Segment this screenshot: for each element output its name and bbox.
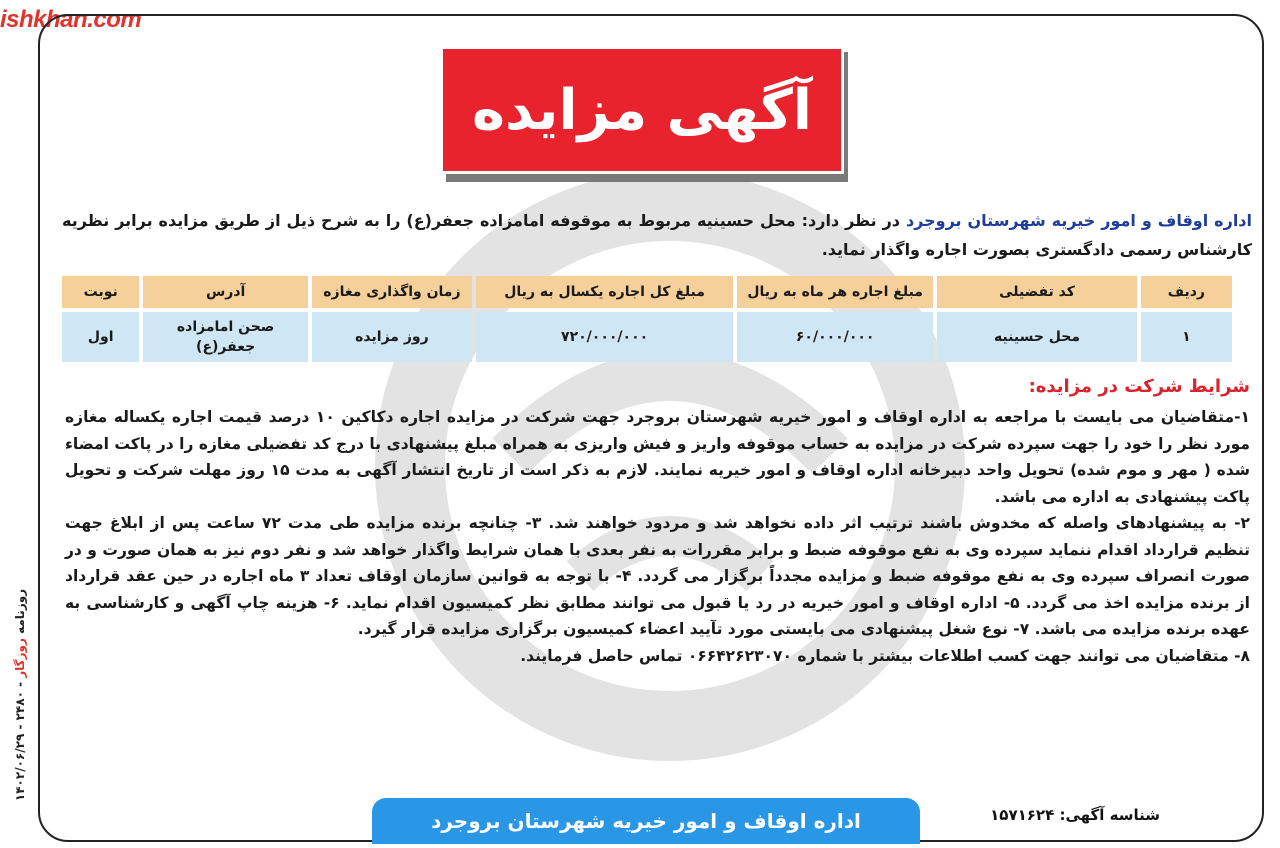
table-cell: صحن امامزاده جعفر(ع)	[143, 312, 307, 362]
table-header: مبلغ کل اجاره یکسال به ریال	[476, 276, 733, 308]
footer-org: اداره اوقاف و امور خیریه شهرستان بروجرد	[431, 809, 861, 833]
condition-paragraph: ۱-متقاضیان می بایست با مراجعه به اداره اوقاف و امور خیریه شهرستان بروجرد جهت شرکت در مزایده اجاره دکاکین ۱۰ درصد قیمت اجاره یکساله مغازه مورد نظر را خود را جهت سپرده شرکت در مزایده به حساب موقوفه واریز و فیش واریزی به همراه مبلغ پیشنهادی با درج کد تفضیلی مغازه را در پاکت امضاء شده ( مهر و موم شده) تحویل واحد دبیرخانه اداره اوقاف و امور خیریه نمایند. لازم به ذکر است از تاریخ انتشار آگهی به مدت ۱۵ روز مهلت شرکت و تحویل پاکت پیشنهادی به اداره می باشد.	[65, 408, 1250, 506]
ad-id: شناسه آگهی: ۱۵۷۱۶۲۴	[990, 806, 1160, 824]
newspaper-side-note	[8, 580, 32, 810]
table-header: نوبت	[62, 276, 139, 308]
table-header: زمان واگذاری مغازه	[312, 276, 472, 308]
table-cell: ۱	[1141, 312, 1232, 362]
side-note-text	[13, 589, 27, 801]
table-cell: ۷۲۰/۰۰۰/۰۰۰	[476, 312, 733, 362]
table-cell: ۶۰/۰۰۰/۰۰۰	[737, 312, 933, 362]
condition-paragraph: ۸- متقاضیان می توانند جهت کسب اطلاعات بیشتر با شماره ۰۶۶۴۲۶۲۳۰۷۰ تماس حاصل فرمایند.	[520, 646, 1250, 665]
table-header: کد تفضیلی	[937, 276, 1137, 308]
conditions-heading: شرایط شرکت در مزایده:	[1028, 376, 1250, 397]
paper-name: روزگار	[13, 638, 27, 678]
condition-paragraph: ۲- به پیشنهادهای واصله که مخدوش باشند ترتیب اثر داده نخواهد شد و مردود خواهند شد. ۳- چنانچه برنده مزایده طی مدت ۷۲ ساعت پس از ابلاغ جهت تنظیم قرارداد اقدام ننماید سپرده وی به نفع موقوفه ضبط و برابر مقررات به نفر بعدی با همان شرایط واگذار خواهد شد و نفر دوم نیز به همان صورت و در صورت انصراف سپرده وی به نفع موقوفه ضبط و مزایده مجدداً برگزار می گردد. ۴- با توجه به قوانین سازمان اوقاف تعداد ۳ ماه اجاره در حین عقد قرارداد از برنده مزایده اخذ می گردد. ۵- اداره اوقاف و امور خیریه در رد یا قبول می توانند مطابق نظر کمیسیون اقدام نماید. ۶- هزینه چاپ آگهی و کارشناسی به عهده برنده مزایده می باشد. ۷- نوع شغل پیشنهادی می بایستی مورد تآیید اعضاء کمیسیون برگزاری مزایده قرار گیرد.	[65, 514, 1250, 638]
table-cell: محل حسینیه	[937, 312, 1137, 362]
table-header: آدرس	[143, 276, 307, 308]
issue-info: - ۲۴۸۰ - ۱۴۰۲/۰۶/۲۹	[13, 677, 27, 802]
site-logo: ishkhan.com	[0, 6, 142, 33]
title-banner	[440, 46, 844, 174]
table-cell: روز مزایده	[312, 312, 472, 362]
intro-text: در نظر دارد: محل حسینیه مربوط به موقوفه امامزاده جعفر(ع) را به شرح ذیل از طریق مزایده برابر نظریه کارشناس رسمی دادگستری بصورت اجاره واگذار نماید.	[62, 211, 1252, 259]
table-header: ردیف	[1141, 276, 1232, 308]
conditions-body	[65, 404, 1250, 669]
intro-paragraph	[62, 206, 1252, 264]
table-row	[62, 312, 1232, 362]
intro-org: اداره اوقاف و امور خیریه شهرستان بروجرد	[905, 211, 1253, 230]
table-header-row	[62, 276, 1232, 308]
auction-table	[58, 272, 1236, 366]
footer-org-banner	[372, 798, 920, 844]
paper-prefix: روزنامه	[13, 588, 27, 639]
table-cell: اول	[62, 312, 139, 362]
table-header: مبلغ اجاره هر ماه به ریال	[737, 276, 933, 308]
ad-title: آگهی مزایده	[471, 77, 813, 143]
